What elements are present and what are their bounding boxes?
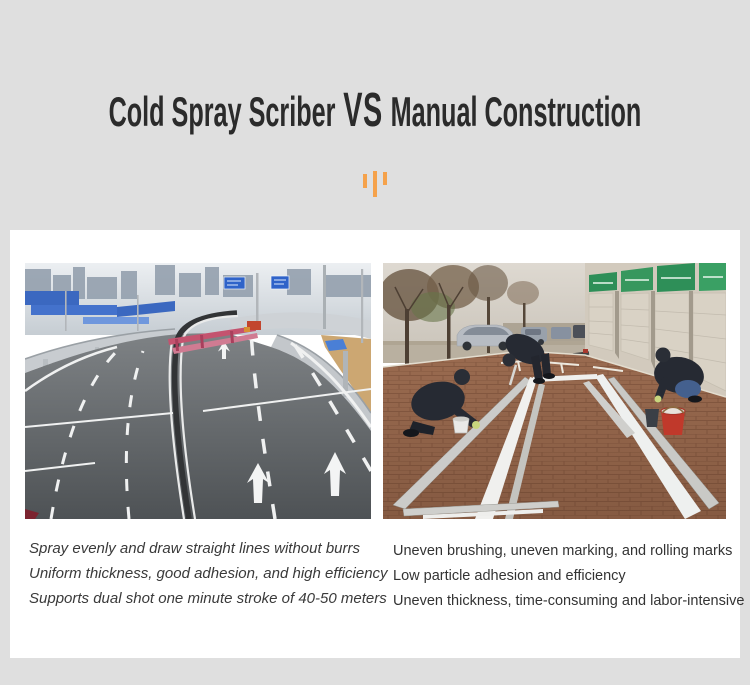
left-caption-line: Uniform thickness, good adhesion, and high efficiency (29, 565, 388, 582)
highway-photo (25, 263, 371, 519)
comparison-card (10, 230, 745, 658)
left-caption-line: Spray evenly and draw straight lines without burrs (29, 540, 360, 557)
right-caption-line: Low particle adhesion and efficiency (393, 568, 626, 584)
right-caption-line: Uneven thickness, time-consuming and labor-intensive (393, 593, 745, 609)
right-caption-line: Uneven brushing, uneven marking, and rolling marks (393, 543, 733, 559)
page-title-inner (108, 84, 642, 137)
highway-photo-illustration (25, 263, 371, 519)
left-caption-line: Supports dual shot one minute stroke of 40-50 meters (29, 590, 387, 607)
divider-bars-icon (0, 171, 750, 197)
manual-work-photo (383, 263, 726, 519)
page-title (0, 84, 750, 137)
left-caption-list (29, 536, 388, 611)
title-left-text: Cold Spray Scriber (108, 88, 336, 135)
divider-bar-middle (373, 171, 377, 197)
manual-work-illustration (383, 263, 726, 519)
title-vs-text: VS (343, 84, 383, 137)
divider-bar-left (363, 174, 367, 188)
title-right-text: Manual Construction (390, 88, 642, 135)
right-caption-list (393, 539, 744, 614)
divider-bar-right (383, 172, 387, 185)
red-bucket (661, 407, 685, 435)
